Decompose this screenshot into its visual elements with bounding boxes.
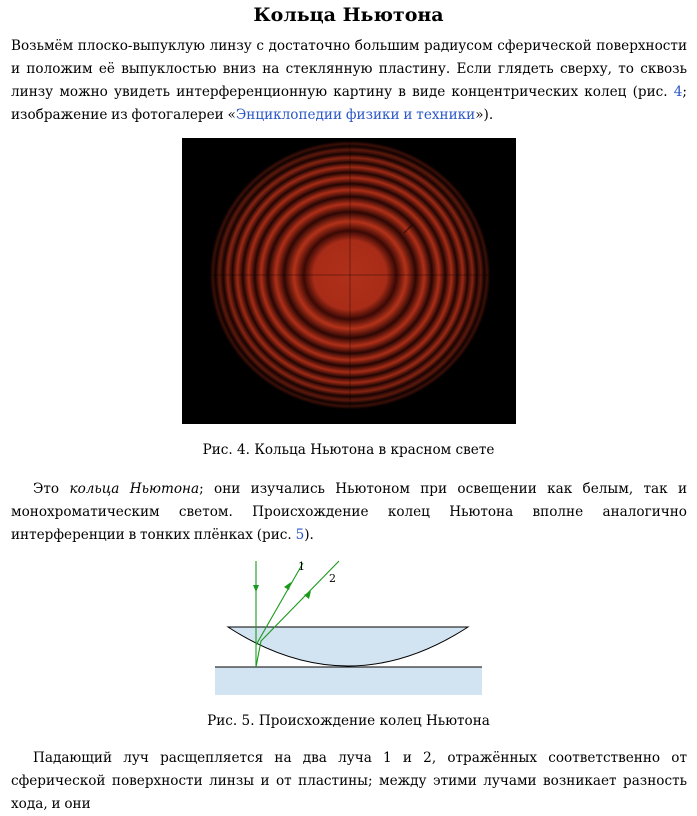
figure-4-caption: Рис. 4. Кольца Ньютона в красном свете — [202, 442, 495, 458]
intro-paragraph — [11, 35, 687, 127]
para2-text-end: ). — [304, 527, 314, 543]
figure-4-ref-link[interactable]: 4 — [673, 84, 683, 100]
lens-diagram-svg — [205, 555, 495, 700]
para2-lead: Это — [33, 481, 70, 497]
para2-text: ; они изучались Ньютоном при освещении как белым, так и монохроматическим светом. Происхождение колец Ньютона вполне аналогично интерференции в тонких плёнках (рис. — [11, 481, 688, 543]
newton-rings-photo — [182, 138, 516, 424]
third-paragraph — [11, 747, 687, 816]
newton-rings-image — [182, 138, 516, 424]
para3-text: Падающий луч расщепляется на два луча 1 и 2, отражённых соответственно от сферической поверхности линзы и от пластины; между этими лучами возникает разность хода, и они — [11, 750, 687, 812]
figure-5-caption: Рис. 5. Происхождение колец Ньютона — [207, 713, 490, 729]
intro-text: Возьмём плоско-выпуклую линзу с достаточно большим радиусом сферической поверхности и положим её выпуклостью вниз на стеклянную пластину. Если глядеть сверху, то сквозь линзу можно увидеть интерференционную картину в виде концентрических колец (рис. — [11, 38, 687, 100]
intro-text-end: »). — [475, 107, 494, 123]
figure-5-ref-link[interactable]: 5 — [295, 527, 305, 543]
ray-2-label: 2 — [329, 572, 336, 585]
lens-diagram — [205, 555, 495, 700]
encyclopedia-link[interactable]: Энциклопедии физики и техники — [235, 107, 476, 123]
glass-plate — [215, 667, 482, 695]
second-paragraph — [11, 478, 687, 547]
plano-convex-lens — [228, 627, 468, 666]
newton-rings-term: кольца Ньютона — [69, 481, 200, 497]
ray-1-label: 1 — [298, 560, 305, 573]
page-title: Кольца Ньютона — [253, 4, 444, 26]
ray-arrows — [253, 582, 311, 599]
intro-text-mid: ; изображение из фотогалереи « — [11, 84, 687, 123]
